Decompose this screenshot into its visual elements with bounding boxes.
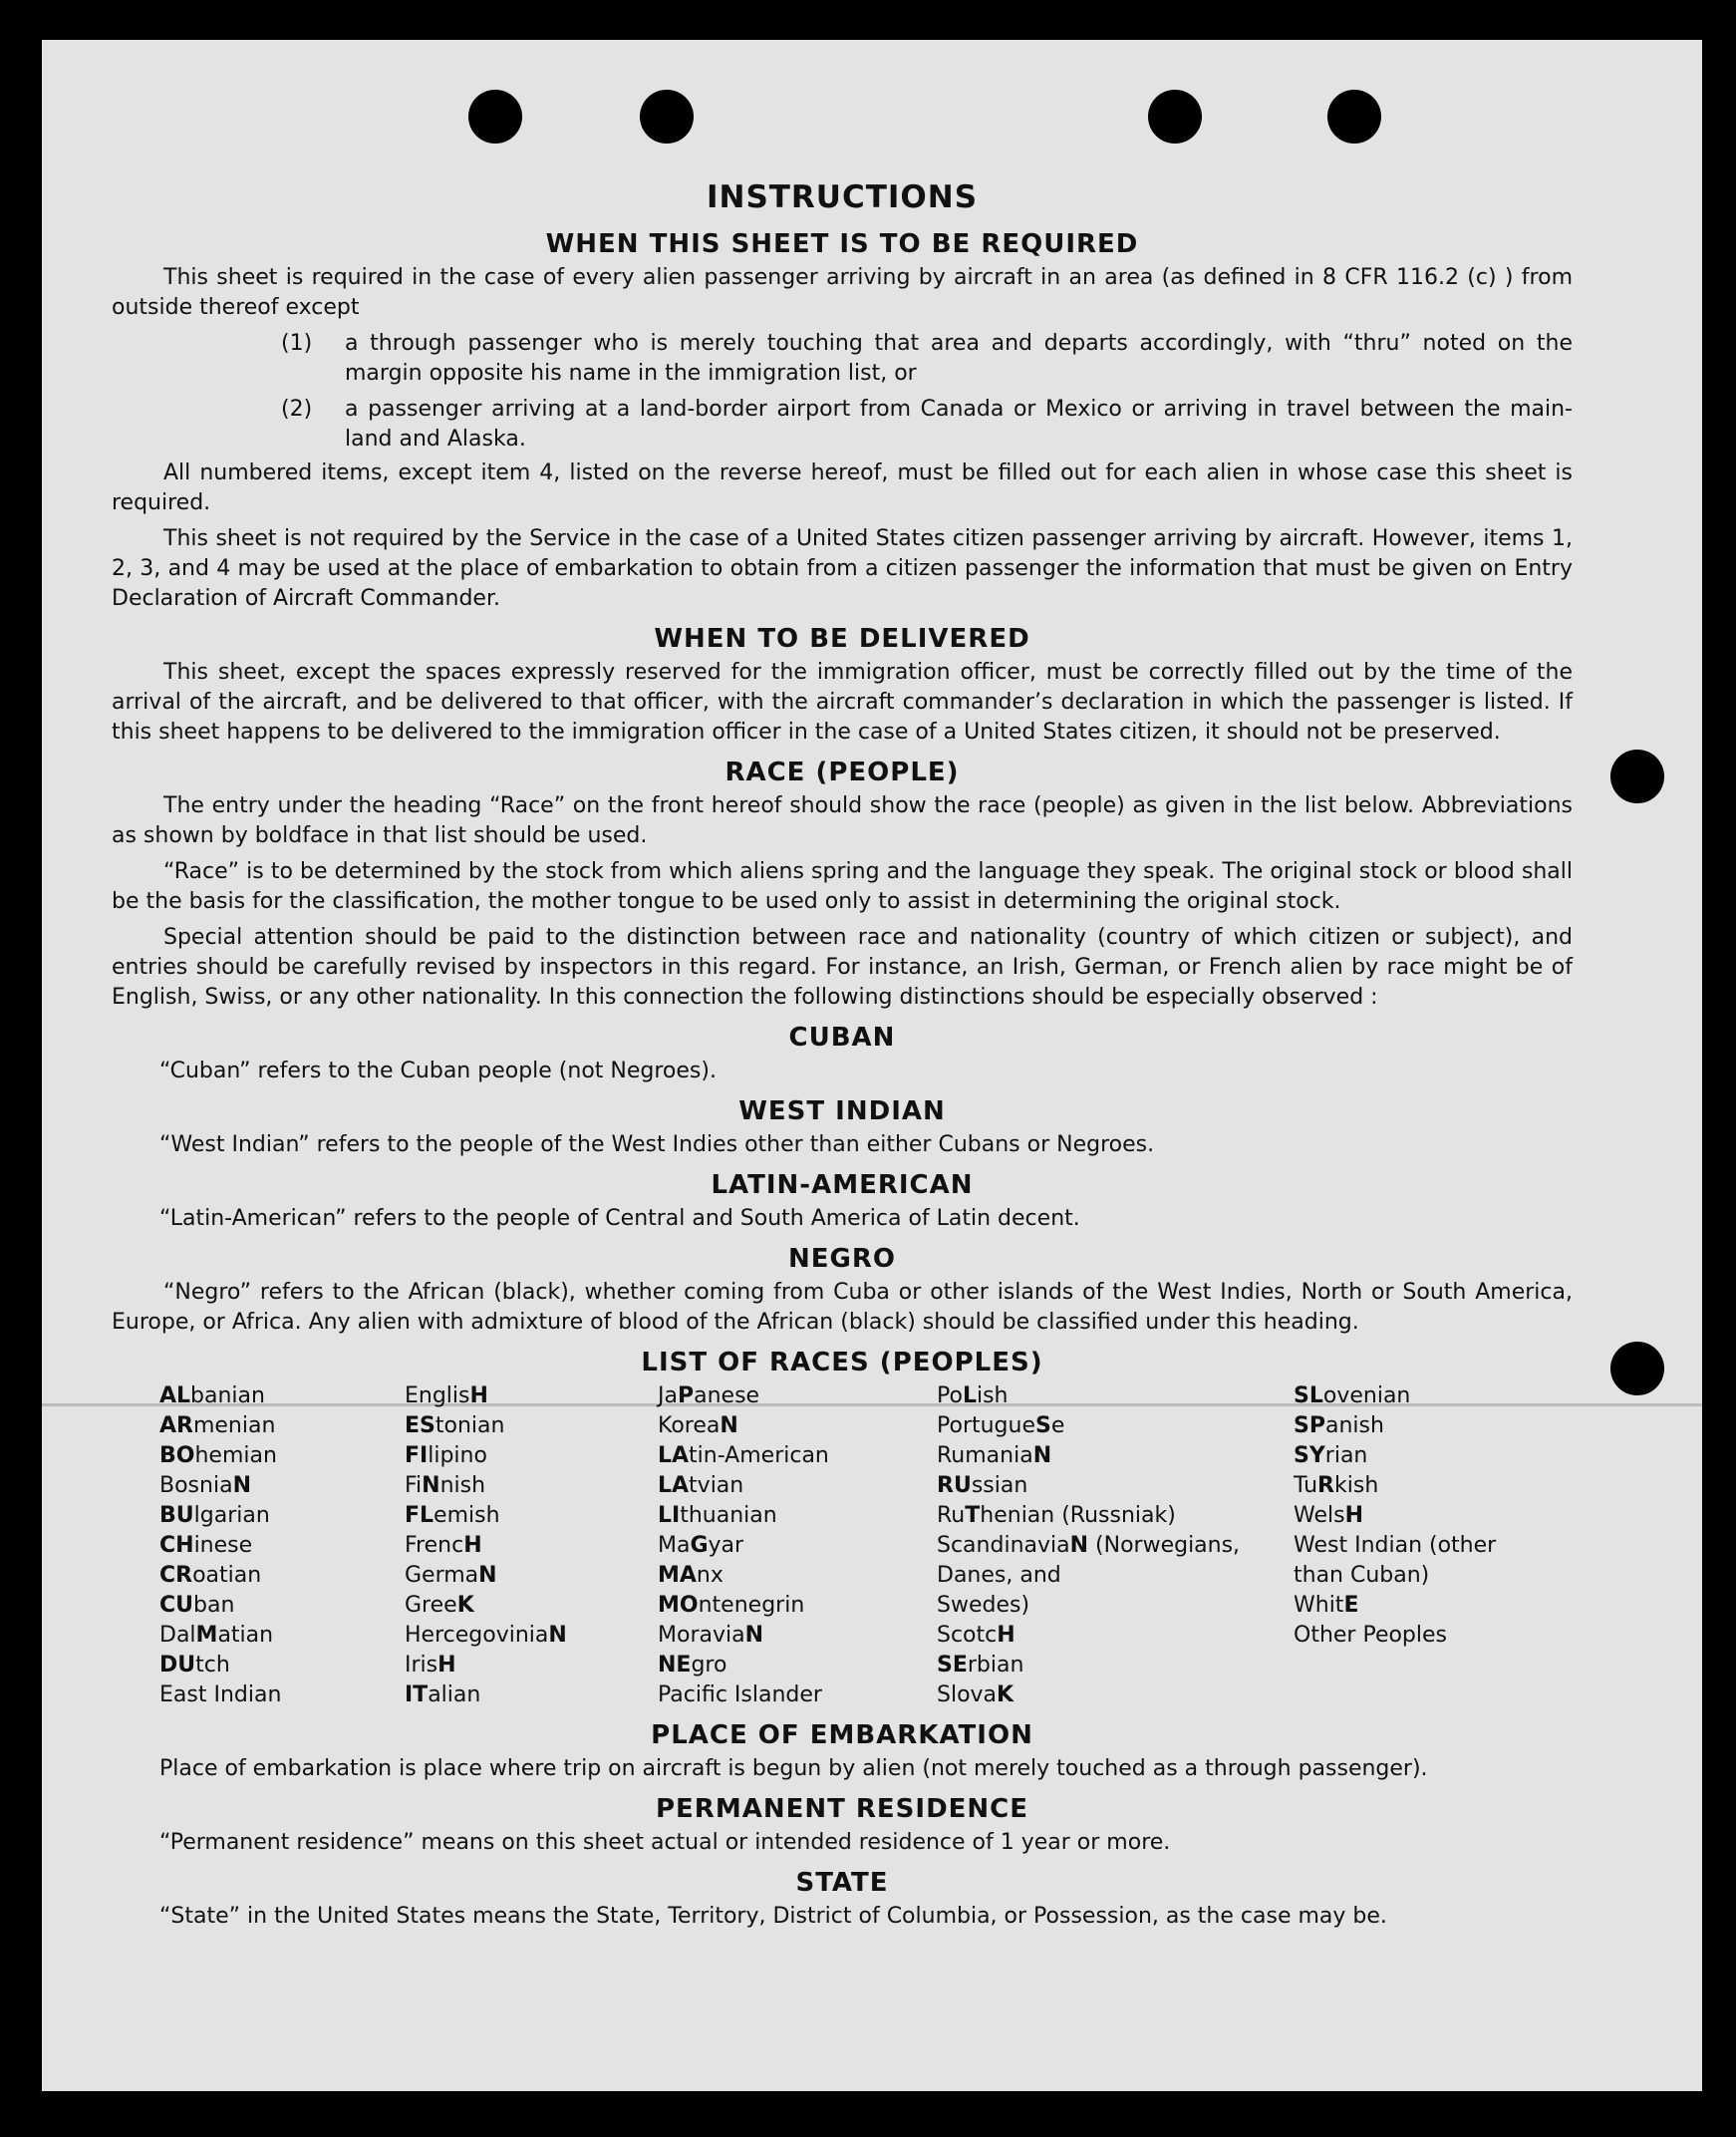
section-heading: PLACE OF EMBARKATION [651,1720,1033,1750]
race-entry: CUban [159,1593,235,1618]
page-title: INSTRUCTIONS [706,179,979,215]
race-entry: PortugueSe [937,1413,1065,1438]
instructions-content [112,169,1573,1938]
race-entry: SLovenian [1294,1383,1411,1408]
item-number: (1) [281,331,313,356]
race-entry: BUlgarian [159,1503,270,1528]
section-heading: LATIN-AMERICAN [711,1170,974,1200]
races-column [658,1381,937,1710]
paragraph: Special attention should be paid to the distinction between race and nationality (country of which citizen or subject), and entries should be carefully revised by inspectors in this regard. For instance, an Irish, German, or French alien by race might be of English, Swiss, or any other nationality. In this connection the following distinctions should be especially observed : [112,925,1573,1010]
race-entry: CHinese [159,1533,253,1558]
paragraph: This sheet is required in the case of every alien passenger arriving by aircraft in an area (as defined in 8 CFR 116.2 (c) ) from outside thereof except [112,265,1573,320]
race-entry: SYrian [1294,1443,1368,1468]
race-entry: JaPanese [658,1383,760,1408]
punch-hole [1148,90,1202,144]
race-entry: LAtvian [658,1473,744,1498]
race-entry: RumaniaN [937,1443,1052,1468]
item-text: a through passenger who is merely touching that area and departs accordingly, with “thru” noted on the margin opposite his name in the immigration list, or [345,331,1573,386]
race-entry: Danes, and [937,1563,1061,1588]
punch-hole [640,90,694,144]
race-entry: FrencH [405,1533,482,1558]
race-entry: Swedes) [937,1593,1030,1618]
race-entry: FIlipino [405,1443,487,1468]
paragraph: The entry under the heading “Race” on the front hereof should show the race (people) as given in the list below. Abbreviations as shown by boldface in that list should be used. [112,793,1573,848]
race-entry: RUssian [937,1473,1028,1498]
race-entry: SlovaK [937,1682,1014,1707]
race-entry: Other Peoples [1294,1623,1448,1648]
race-entry: KoreaN [658,1413,738,1438]
item-number: (2) [281,397,313,422]
race-entry: HercegoviniaN [405,1623,567,1648]
paragraph: “Cuban” refers to the Cuban people (not Negroes). [159,1059,717,1083]
paragraph: “Permanent residence” means on this sheet actual or intended residence of 1 year or more. [159,1830,1171,1855]
race-entry: MOntenegrin [658,1593,805,1618]
race-entry: WhitE [1294,1593,1359,1618]
race-entry: WelsH [1294,1503,1363,1528]
race-entry: EStonian [405,1413,505,1438]
section-heading: WEST INDIAN [738,1096,946,1126]
section-heading: PERMANENT RESIDENCE [655,1794,1029,1824]
race-entry: ScotcH [937,1623,1015,1648]
section-heading: RACE (PEOPLE) [724,758,960,787]
race-entry: LAtin-American [658,1443,829,1468]
paragraph: “West Indian” refers to the people of the West Indies other than either Cubans or Negroes. [159,1132,1155,1157]
race-entry: ARmenian [159,1413,276,1438]
list-item [281,329,1573,389]
race-entry: Pacific Islander [658,1682,822,1707]
race-entry: than Cuban) [1294,1563,1430,1588]
race-entry: ScandinaviaN (Norwegians, [937,1533,1241,1558]
race-entry: East Indian [159,1682,282,1707]
paragraph: “State” in the United States means the State, Territory, District of Columbia, or Possession, as the case may be. [159,1904,1387,1929]
race-entry: SPanish [1294,1413,1384,1438]
race-entry: MaGyar [658,1533,744,1558]
race-entry: MoraviaN [658,1623,764,1648]
list-item [281,395,1573,455]
punch-hole [1610,750,1664,803]
races-list [159,1381,1573,1710]
race-entry: West Indian (other [1294,1533,1497,1558]
section-heading: LIST OF RACES (PEOPLES) [641,1348,1043,1377]
race-entry: MAnx [658,1563,723,1588]
race-entry: NEgro [658,1653,727,1678]
punch-hole [468,90,522,144]
race-entry: BosniaN [159,1473,251,1498]
paragraph: This sheet is not required by the Service in the case of a United States citizen passenger arriving by aircraft. However, items 1, 2, 3, and 4 may be used at the place of embarkation to obtain from a citizen passenger the information that must be given on Entry Declaration of Aircraft Commander. [112,526,1573,611]
race-entry: DUtch [159,1653,230,1678]
punch-hole [1327,90,1381,144]
races-column [937,1381,1294,1710]
paragraph: “Race” is to be determined by the stock from which aliens spring and the language they speak. The original stock or blood shall be the basis for the classification, the mother tongue to be used only to assist in determining the original stock. [112,859,1573,914]
paragraph: This sheet, except the spaces expressly reserved for the immigration officer, must be correctly filled out by the time of the arrival of the aircraft, and be delivered to that officer, with the aircraft commander’s declaration in which the passenger is listed. If this sheet happens to be delivered to the immigration officer in the case of a United States citizen, it should not be preserved. [112,660,1573,745]
race-entry: ITalian [405,1682,481,1707]
section-heading: CUBAN [788,1023,896,1053]
race-entry: FLemish [405,1503,500,1528]
race-entry: GreeK [405,1593,474,1618]
race-entry: SErbian [937,1653,1024,1678]
paragraph: Place of embarkation is place where trip on aircraft is begun by alien (not merely touched as a through passenger). [159,1756,1428,1781]
race-entry: DalMatian [159,1623,274,1648]
race-entry: IrisH [405,1653,456,1678]
section-heading: STATE [795,1868,889,1898]
section-heading: WHEN THIS SHEET IS TO BE REQUIRED [545,229,1139,259]
race-entry: TuRkish [1294,1473,1379,1498]
paragraph: “Negro” refers to the African (black), whether coming from Cuba or other islands of the West Indies, North or South America, Europe, or Africa. Any alien with admixture of blood of the African (black) should be classified under this heading. [112,1280,1573,1335]
race-entry: PoLish [937,1383,1009,1408]
races-column [1294,1381,1553,1710]
punch-hole [1610,1342,1664,1395]
races-column [159,1381,405,1710]
race-entry: GermaN [405,1563,497,1588]
section-heading: NEGRO [788,1244,896,1274]
race-entry: FiNnish [405,1473,486,1498]
race-entry: LIthuanian [658,1503,777,1528]
section-heading: WHEN TO BE DELIVERED [654,624,1030,654]
races-column [405,1381,658,1710]
paragraph: All numbered items, except item 4, listed on the reverse hereof, must be filled out for each alien in whose case this sheet is required. [112,460,1573,515]
race-entry: BOhemian [159,1443,277,1468]
item-text: a passenger arriving at a land-border airport from Canada or Mexico or arriving in travel between the main-land and Alaska. [345,397,1573,452]
race-entry: EnglisH [405,1383,488,1408]
race-entry: CRoatian [159,1563,262,1588]
paragraph: “Latin-American” refers to the people of Central and South America of Latin decent. [159,1206,1080,1231]
race-entry: RuThenian (Russniak) [937,1503,1176,1528]
race-entry: ALbanian [159,1383,265,1408]
